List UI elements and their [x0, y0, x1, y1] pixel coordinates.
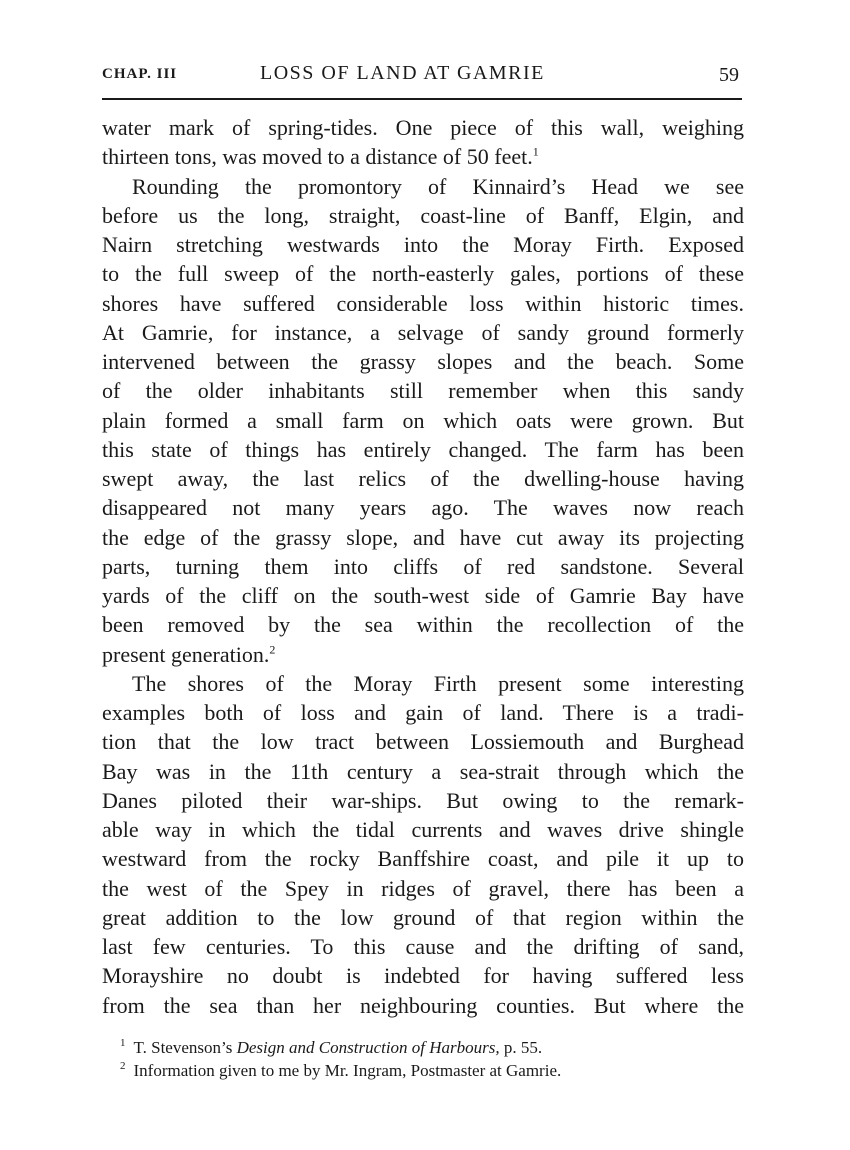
text-line-content: the west of the Spey in ridges of gravel, there has been a	[102, 875, 744, 901]
text-line-content: The shores of the Moray Firth present some interesting	[132, 670, 744, 696]
text-line	[102, 757, 744, 786]
text-line-content: At Gamrie, for instance, a selvage of sandy ground formerly	[102, 319, 744, 345]
text-line-content: examples both of loss and gain of land. There is a tradi-	[102, 700, 744, 725]
footnote-marker: 1	[532, 144, 539, 159]
text-line-content: last few centuries. To this cause and the drifting of sand,	[102, 934, 744, 959]
text-line-content: of the older inhabitants still remember when this sandy	[102, 378, 744, 404]
text-line	[102, 493, 744, 522]
text-line-content: thirteen tons, was moved to a distance of 50 feet.	[102, 144, 533, 170]
text-line	[102, 464, 744, 493]
text-line	[102, 786, 744, 815]
footnote-work-title: Design and Construction of Harbours,	[236, 1038, 500, 1057]
text-line	[102, 201, 744, 230]
footnote-number: 1	[120, 1037, 126, 1050]
footnotes	[120, 1036, 740, 1082]
footnote-text-after: p. 55.	[499, 1038, 543, 1057]
footnote	[120, 1036, 740, 1059]
text-line	[102, 172, 744, 201]
text-line	[102, 347, 744, 376]
text-line	[102, 230, 744, 259]
text-line	[102, 142, 744, 171]
running-title: LOSS OF LAND AT GAMRIE	[260, 62, 545, 84]
text-line	[102, 318, 744, 347]
text-line	[102, 844, 744, 873]
text-line	[102, 932, 744, 961]
text-line	[102, 259, 744, 288]
text-line	[102, 406, 744, 435]
text-line	[102, 640, 744, 669]
running-header	[102, 62, 742, 90]
body-text	[102, 113, 744, 1020]
text-line-content: disappeared not many years ago. The waves now reach	[102, 495, 744, 521]
text-line	[102, 113, 744, 142]
text-line	[102, 961, 744, 990]
text-line-content: to the full sweep of the north-easterly gales, portions of these	[102, 261, 744, 287]
text-line-content: swept away, the last relics of the dwelling-house having	[102, 466, 744, 491]
footnote	[120, 1059, 740, 1082]
header-rule	[102, 98, 742, 100]
text-line	[102, 435, 744, 464]
footnote-text: T. Stevenson’s	[133, 1038, 237, 1057]
page-number: 59	[719, 64, 739, 86]
text-line	[102, 874, 744, 903]
text-line-content: intervened between the grassy slopes and the beach. Some	[102, 349, 744, 374]
text-line-content: been removed by the sea within the recollection of the	[102, 612, 744, 638]
text-line-content: yards of the cliff on the south-west side of Gamrie Bay have	[102, 583, 744, 608]
text-line-content: the edge of the grassy slope, and have cut away its projecting	[102, 524, 744, 550]
text-line	[102, 698, 744, 727]
text-line	[102, 727, 744, 756]
text-line-content: plain formed a small farm on which oats were grown. But	[102, 407, 744, 433]
text-line	[102, 815, 744, 844]
text-line-content: westward from the rocky Banffshire coast, and pile it up to	[102, 846, 744, 872]
footnote-text: Information given to me by Mr. Ingram, Postmaster at Gamrie.	[133, 1061, 562, 1080]
text-line	[102, 669, 744, 698]
text-line	[102, 903, 744, 932]
text-line-content: from the sea than her neighbouring counties. But where the	[102, 992, 744, 1018]
text-line-content: before us the long, straight, coast-line of Banff, Elgin, and	[102, 202, 744, 228]
text-line-content: shores have suffered considerable loss within historic times.	[102, 290, 744, 316]
text-line-content: water mark of spring-tides. One piece of this wall, weighing	[102, 115, 744, 140]
text-line	[102, 289, 744, 318]
text-line	[102, 552, 744, 581]
text-line-content: great addition to the low ground of that region within the	[102, 904, 744, 930]
text-line-content: parts, turning them into cliffs of red sandstone. Several	[102, 553, 744, 579]
chapter-label: CHAP. III	[102, 66, 178, 82]
text-line-content: Bay was in the 11th century a sea-strait through which the	[102, 758, 744, 784]
text-line	[102, 376, 744, 405]
text-line-content: able way in which the tidal currents and waves drive shingle	[102, 817, 744, 842]
text-line-content: Danes piloted their war-ships. But owing to the remark-	[102, 787, 744, 813]
text-line	[102, 610, 744, 639]
text-line-content: Rounding the promontory of Kinnaird’s Head we see	[132, 173, 744, 199]
text-line-content: this state of things has entirely changed. The farm has been	[102, 436, 744, 462]
text-line-content: Nairn stretching westwards into the Moray Firth. Exposed	[102, 232, 744, 257]
footnote-marker: 2	[269, 642, 276, 657]
text-line	[102, 523, 744, 552]
text-line-content: tion that the low tract between Lossiemouth and Burghead	[102, 729, 744, 755]
text-line	[102, 581, 744, 610]
text-line	[102, 991, 744, 1020]
footnote-number: 2	[120, 1060, 126, 1073]
text-line-content: Morayshire no doubt is indebted for having suffered less	[102, 963, 744, 989]
text-line-content: present generation.	[102, 641, 270, 667]
